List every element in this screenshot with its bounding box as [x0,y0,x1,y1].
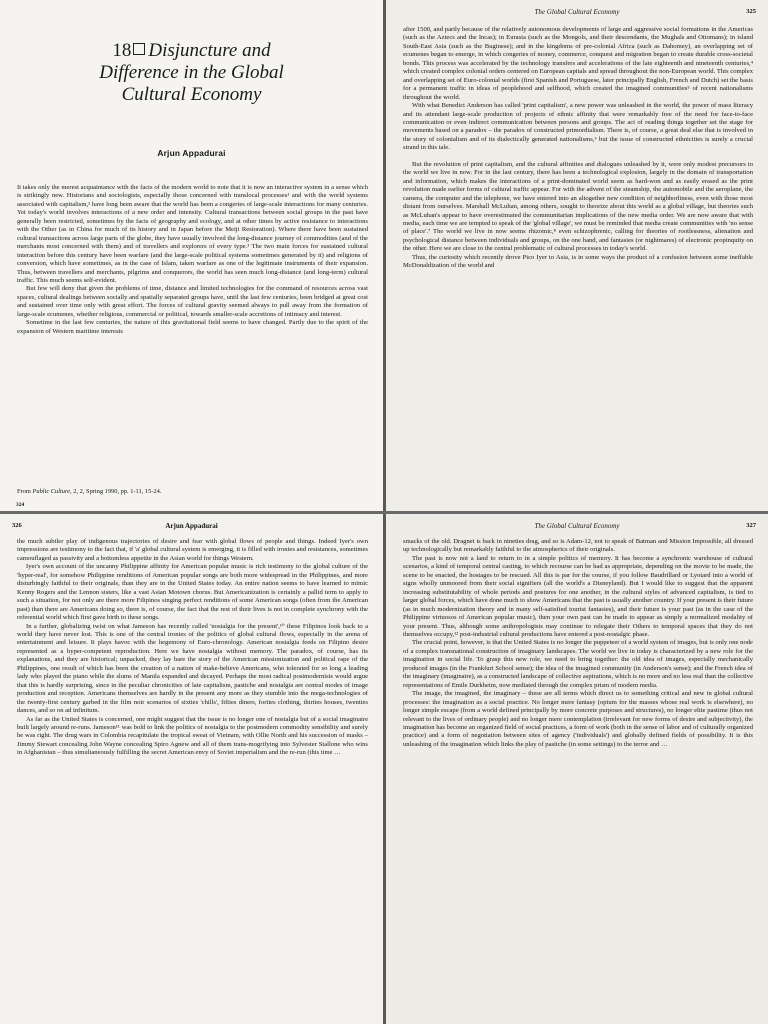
body-text [17,184,368,336]
running-head: Arjun Appadurai [165,522,218,530]
page-number: 324 [16,502,25,508]
page-325 [386,0,768,511]
paragraph: But few will deny that given the problems of time, distance and limited technologies for the command of resources across vast spaces, cultural dealings between socially and spatially separated groups have, until the last few centuries, been bridged at great cost and sustained over time only with great effort. The forces of cultural gravity seemed always to pull away from the formation of large-scale ecumenes, whether religious, commercial or political, towards smaller-scale accretions of intimacy and interest. [17,285,368,318]
page-326 [0,514,383,1024]
page-number: 326 [12,522,22,529]
paragraph: The past is now not a land to return to in a simple politics of memory. It has become a synchronic warehouse of cultural scenarios, a kind of temporal central casting, to which recourse can be had as appropriate, depending on the movie to be made, the scene to be enacted, the hostages to be rescued. All this is par for the course, if you follow Baudrillard or Lyotard into a world of signs wholly unmoored from their social signifiers (all the world's a Disneyland). But I would like to suggest that the apparent increasing substitutability of whole periods and postures for one another, in the cultural styles of advanced capitalism, is tied to larger global forces, which have done much to show Americans that the past is usually another country. If your present is their future (as in much modernization theory and in many self-satisfied tourist fantasies), and their future is your past (as in the case of the Philippine virtuosos of American popular music), then your own past can be made to appear as simply a normalized modality of your present. Thus, although some anthropologists may continue to relegate their Others to temporal spaces that they do not themselves occupy,¹² post-industrial cultural productions have entered a post-nostalgic phase. [403,554,753,638]
paragraph: With what Benedict Anderson has called 'print capitalism', a new power was unleashed in the world, the power of mass literacy and its attendant large-scale production of projects of ethnic affinity that were remarkably free of the need for face-to-face communication or even indirect communication between persons and groups. The act of reading things together set the stage for movements based on a paradox – the paradox of constructed primordialism. There is, of course, a great deal else that is involved in the story of colonialism and of its dialectically generated nationalisms,⁶ but the issue of constructed ethnicities is surely a crucial strand in this tale. [403,102,753,152]
running-head: The Global Cultural Economy [534,8,620,16]
source-citation [17,488,161,495]
body-text [17,538,368,758]
paragraph: Thus, the curiosity which recently drove Pico Iyer to Asia, is in some ways the product of a confusion between some ineffable McDonaldization of the world and [403,253,753,270]
paragraph: The image, the imagined, the imaginary – these are all terms which direct us to something critical and new in global cultural processes: the imagination as a social practice. No longer mere fantasy (opium for the masses whose real work is elsewhere), no longer simple escape (from a world defined principally by more concrete purposes and structures), no longer elite pastime (thus not relevant to the lives of ordinary people) and no longer mere contemplation (irrelevant for new forms of desire and subjectivity), the imagination has become an organized field of social practices, a form of work (both in the sense of labor and of culturally organized practice) and a form of negotiation between sites of agency ('individuals') and globally defined fields of possibility. It is this unleashing of the imagination which links the play of pastiche (in some settings) to the terror and … [403,690,753,748]
page-number: 325 [746,8,756,15]
square-ornament-icon [133,43,145,55]
paragraph: Iyer's own account of the uncanny Philippine affinity for American popular music is rich testimony to the global culture of the 'hyper-real', for somehow Philippine renditions of American popular songs are both more widespread in the Philippines, and more disturbingly faithful to their originals, than they are in the United States today. An entire nation seems to have learned to mimic Kenny Rogers and the Lennon sisters, like a vast Asian Motown chorus. But Americanization is certainly a pallid term to apply to such a situation, for not only are there more Filipinos singing perfect renditions of some American songs (often from the American past) than there are Americans doing so, there is, of course, the fact that the rest of their lives is not in complete synchrony with the referential world which first gave birth to these songs. [17,563,368,622]
page-327 [386,514,768,1024]
chapter-title-line-1: Disjuncture and [148,40,271,61]
paragraph: the much subtler play of indigenous trajectories of desire and fear with global flows of people and things. Indeed Iyer's own impressions are testimony to the fact that, if 'a' global cultural system is emerging, it is filled with ironies and resistances, sometimes camouflaged as passivity and a bottomless appetite in the Asian world for things Western. [17,538,368,562]
chapter-title-line-3: Cultural Economy [121,84,262,105]
body-text [403,26,753,271]
paragraph: As far as the United States is concerned, one might suggest that the issue is no longer one of nostalgia but of a social imaginaire built largely around re-runs. Jameson¹¹ was bold to link the politics of nostalgia to the postmodern commodity sensibility and surely he was right. The drug wars in Colombia recapitulate the tropical sweat of Vietnam, with Ollie North and his succession of masks – Jimmy Stewart concealing John Wayne concealing Spiro Agnew and all of them trans-mogrifying into Sylvester Stallone who wins in Afghanistan – thus simultaneously fulfilling the secret American envy of Soviet imperialism and the re-run (this time … [17,715,368,757]
running-header [12,522,371,534]
author-name: Arjun Appadurai [157,148,226,158]
source-details: , 2, 2, Spring 1990, pp. 1-11, 15-24. [70,488,162,495]
paragraph: Sometime in the last few centuries, the nature of this gravitational field seems to have changed. Partly due to the spirit of the expansion of Western maritime interests [17,319,368,335]
paragraph: In a further, globalizing twist on what Jameson has recently called 'nostalgia for the present',¹⁰ these Filipinos look back to a world they have never lost. This is one of the central ironies of the politics of global cultural flows, especially in the arena of entertainment and leisure. It plays havoc with the hegemony of Euro-chronology. American nostalgia feeds on Filipino desire represented as a hyper-competent reproduction. Here we have nostalgia without memory. The paradox, of course, has its explanations, and they are historical; unpacked, they lay bare the story of the American missionization and political rape of the Philippines, one result of which has been the creation of a nation of make-believe Americans, who tolerated for so long a leading lady who played the piano while the slums of Manila expanded and decayed. Perhaps the most radical postmodernists would argue that this is hardly surprising, since in the peculiar chronicities of late capitalism, pastiche and nostalgia are central modes of image production and reception. Americans themselves are hardly in the present any more as they stumble into the mega-technologies of the twenty-first century garbed in the film noir scenarios of sixties 'chills', fifties diners, forties clothing, thirties houses, twenties dances, and so on ad infinitum. [17,622,368,715]
body-text [403,538,753,749]
running-header [398,8,756,20]
page-divider [0,511,768,514]
running-head: The Global Cultural Economy [534,522,620,530]
running-header [398,522,756,534]
paragraph: It takes only the merest acquaintance with the facts of the modern world to note that it is now an interactive system in a sense which is strikingly new. Historians and sociologists, especially those concerned with translocal processes¹ and with the world systems associated with capitalism,² have long been aware that the world has been a congeries of large-scale interactions for many centuries. Yet today's world involves interactions of a new order and intensity. Cultural transactions between social groups in the past have generally been restricted, sometimes by the facts of geography and ecology, and at other times by active resistance to interactions with the Other (as in China for much of its history and in Japan before the Meiji Restoration). Where there have been sustained cultural transactions across large parts of the globe, they have usually involved the long-distance journey of commodities (and of the merchants most concerned with them) and of travellers and explorers of every type.³ The two main forces for sustained cultural interaction before this century have been warfare (and the large-scale political systems sometimes generated by it) and religions of conversion, which have sometimes, as in the case of Islam, taken warfare as one of the legitimate instruments of their expansion. Thus, between travellers and merchants, pilgrims and conquerors, the world has seen much long-distance (and long-term) cultural traffic. This much seems self-evident. [17,184,368,284]
paragraph: The crucial point, however, is that the United States is no longer the puppeteer of a world system of images, but is only one node of a complex transnational construction of imaginary landscapes. The world we live in today is characterized by a new role for the imagination in social life. To grasp this new role, we need to bring together: the old idea of images, especially mechanically produced images (in the Frankfurt School sense); the idea of the imagined community (in Anderson's sense); and the French idea of the imaginary (imaginaire), as a constructed landscape of collective aspirations, which is no more and no less real than the collective representations of Emile Durkheim, now mediated through the complex prism of modern media. [403,639,753,689]
chapter-title-line-2: Difference in the Global [99,62,284,83]
page-324 [0,0,383,511]
source-journal: Public Culture [32,488,71,495]
page-number: 327 [746,522,756,529]
chapter-number: 18 [112,40,132,61]
chapter-title [40,40,343,106]
paragraph: But the revolution of print capitalism, and the cultural affinities and dialogues unleashed by it, were only modest precursors to the world we live in now. For in the last century, there has been a technological explosion, largely in the domain of transportation and information, which makes the interactions of a print-dominated world seem as hard-won and as easily erased as the print revolution made earlier forms of cultural traffic appear. For with the advent of the steamship, the automobile and the aeroplane, the camera, the computer and the telephone, we have entered into an altogether new condition of neighborliness, even with those most distant from ourselves. Marshall McLuhan, among others, sought to theorize about this world as a global village, but theories such as McLuhan's appear to have overestimated the communitarian implications of the new media order. We are now aware that with media, each time we are tempted to speak of the 'global village', we must be reminded that media create communities with 'no sense of place'.⁷ The world we live in now seems rhizomic,⁸ even schizophrenic, calling for theories of rootlessness, alienation and psychological distance between individuals and groups, on the one hand, and fantasies (or nightmares) of electronic propinquity on the other. Here we are close to the central problematic of cultural processes in today's world. [403,160,753,253]
paragraph: smacks of the old. Dragnet is back in nineties drag, and so is Adam-12, not to speak of Batman and Mission Impossible, all dressed up technologically but remarkably faithful to the atmospherics of their originals. [403,538,753,554]
source-prefix: From [17,488,31,495]
paragraph: after 1500, and partly because of the relatively autonomous developments of large and aggressive social formations in the Americas (such as the Aztecs and the Incas); in Eurasia (such as the Mongols, and their descendants, the Mughals and Ottomans); in island South-East Asia (such as the Buginese); and in the kingdoms of pre-colonial Africa (such as Dahomey), an overlapping set of ecumenes began to emerge, in which congeries of money, commerce, conquest and migration began to create durable cross-societal bonds. This process was accelerated by the technology transfers and accelerations of the late eighteenth and nineteenth centuries,⁴ which created complex colonial orders centered on European capitals and spread throughout the non-European world. This complex and overlapping set of Euro-colonial worlds (first Spanish and Portuguese, later principally English, French and Dutch) set the basis for a permanent traffic in ideas of peoplehood and selfhood, which created the imagined communities⁵ of recent nationalisms throughout the world. [403,26,753,101]
